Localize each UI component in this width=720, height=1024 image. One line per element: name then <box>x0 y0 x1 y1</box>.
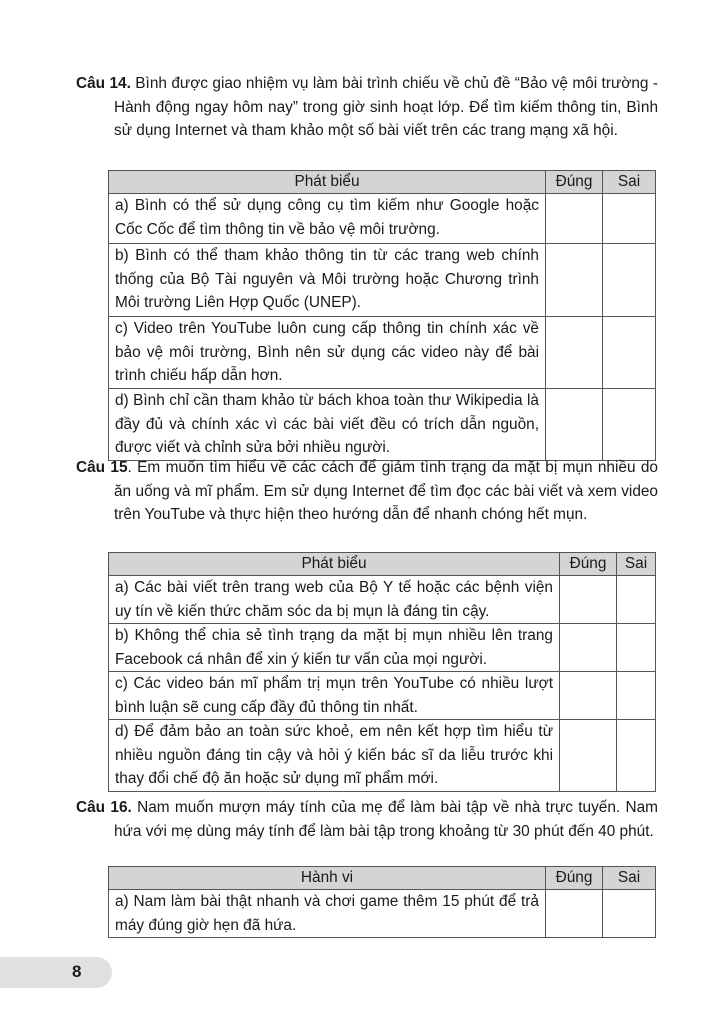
false-answer-box[interactable] <box>603 890 656 938</box>
table-header <box>109 171 656 194</box>
true-answer-box[interactable] <box>546 244 603 317</box>
table-row <box>109 244 656 317</box>
question-number: Câu 15 <box>76 459 128 476</box>
table-row <box>109 624 656 672</box>
statement: b) Không thể chia sẻ tình trạng da mặt bị mụn nhiều lên trang Facebook cá nhân để xin ý kiến tư vấn của mọi người. <box>109 624 560 672</box>
question-stem: . Em muốn tìm hiểu về các cách để giảm tình trạng da mặt bị mụn nhiều do ăn uống và mĩ phẩm. Em sử dụng Internet để tìm đọc các bài viết và xem video trên YouTube và thực hiện theo hướng dẫn để nhanh chóng hết mụn. <box>114 459 658 523</box>
page-number-tab <box>0 957 112 988</box>
question-number: Câu 16. <box>76 799 132 816</box>
true-answer-box[interactable] <box>546 194 603 244</box>
statement: a) Bình có thể sử dụng công cụ tìm kiếm như Google hoặc Cốc Cốc để tìm thông tin về bảo vệ môi trường. <box>109 194 546 244</box>
statement: c) Video trên YouTube luôn cung cấp thông tin chính xác về bảo vệ môi trường, Bình nên sử dụng các video này để bài trình chiếu hấp dẫn hơn. <box>109 317 546 389</box>
statement: c) Các video bán mĩ phẩm trị mụn trên YouTube có nhiều lượt bình luận sẽ cung cấp đầy đủ thông tin nhất. <box>109 672 560 720</box>
header-false: Sai <box>603 867 656 890</box>
true-answer-box[interactable] <box>546 389 603 461</box>
true-answer-box[interactable] <box>560 672 617 720</box>
header-true: Đúng <box>560 553 617 576</box>
table-row <box>109 317 656 389</box>
table-row <box>109 389 656 461</box>
question-stem: Nam muốn mượn máy tính của mẹ để làm bài tập về nhà trực tuyến. Nam hứa với mẹ dùng máy tính để làm bài tập trong khoảng từ 30 phút đến 40 phút. <box>114 799 658 840</box>
header-statement: Phát biểu <box>109 171 546 194</box>
false-answer-box[interactable] <box>603 244 656 317</box>
table-header <box>109 553 656 576</box>
true-answer-box[interactable] <box>546 317 603 389</box>
statement: d) Để đảm bảo an toàn sức khoẻ, em nên kết hợp tìm hiểu từ nhiều nguồn đáng tin cậy và hỏi ý kiến bác sĩ da liễu trước khi thay đổi chế độ ăn hoặc sử dụng mĩ phẩm mới. <box>109 720 560 792</box>
table-row <box>109 672 656 720</box>
question-15-table <box>108 552 656 792</box>
question-16-table <box>108 866 656 938</box>
statement: d) Bình chỉ cần tham khảo từ bách khoa toàn thư Wikipedia là đầy đủ và chính xác vì các bài viết đều có trích dẫn nguồn, được viết và chỉnh sửa bởi nhiều người. <box>109 389 546 461</box>
statement: a) Nam làm bài thật nhanh và chơi game thêm 15 phút để trả máy đúng giờ hẹn đã hứa. <box>109 890 546 938</box>
header-statement: Phát biểu <box>109 553 560 576</box>
false-answer-box[interactable] <box>617 576 656 624</box>
question-14-table <box>108 170 656 461</box>
false-answer-box[interactable] <box>617 720 656 792</box>
question-14 <box>76 72 658 143</box>
true-answer-box[interactable] <box>560 720 617 792</box>
false-answer-box[interactable] <box>603 389 656 461</box>
table-header <box>109 867 656 890</box>
false-answer-box[interactable] <box>603 194 656 244</box>
header-behavior: Hành vi <box>109 867 546 890</box>
table-row <box>109 194 656 244</box>
false-answer-box[interactable] <box>617 672 656 720</box>
header-false: Sai <box>617 553 656 576</box>
question-stem: Bình được giao nhiệm vụ làm bài trình chiếu về chủ đề “Bảo vệ môi trường - Hành động ngay hôm nay” trong giờ sinh hoạt lớp. Để tìm kiếm thông tin, Bình sử dụng Internet và tham khảo một số bài viết trên các trang mạng xã hội. <box>114 75 658 139</box>
true-answer-box[interactable] <box>546 890 603 938</box>
header-true: Đúng <box>546 867 603 890</box>
false-answer-box[interactable] <box>617 624 656 672</box>
true-answer-box[interactable] <box>560 624 617 672</box>
question-number: Câu 14. <box>76 75 131 92</box>
header-false: Sai <box>603 171 656 194</box>
false-answer-box[interactable] <box>603 317 656 389</box>
statement: a) Các bài viết trên trang web của Bộ Y tế hoặc các bệnh viện uy tín về kiến thức chăm sóc da bị mụn là đáng tin cậy. <box>109 576 560 624</box>
true-answer-box[interactable] <box>560 576 617 624</box>
table-row <box>109 720 656 792</box>
question-15 <box>76 456 658 527</box>
header-true: Đúng <box>546 171 603 194</box>
statement: b) Bình có thể tham khảo thông tin từ các trang web chính thống của Bộ Tài nguyên và Môi trường hoặc Chương trình Môi trường Liên Hợp Quốc (UNEP). <box>109 244 546 317</box>
table-row <box>109 576 656 624</box>
page-number: 8 <box>72 962 82 981</box>
table-row <box>109 890 656 938</box>
question-16 <box>76 796 658 843</box>
